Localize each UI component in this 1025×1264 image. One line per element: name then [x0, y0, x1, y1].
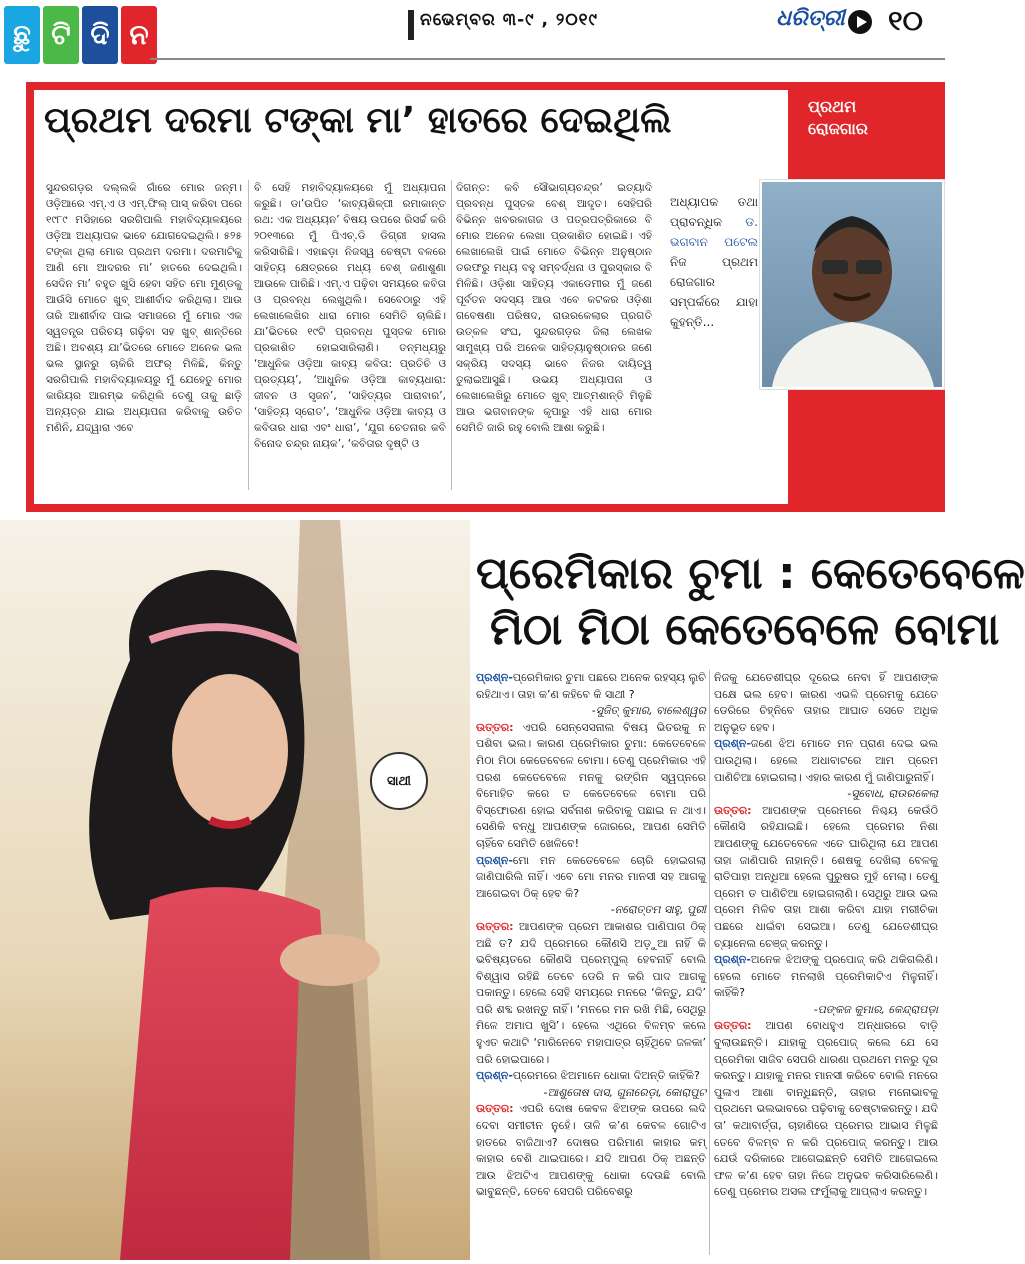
answer-text: ଏପରି ସେନ୍‌ସେସନାଲ ବିଷୟ ଭିତରକୁ ନ ପଶିବା ଭଲ। କାରଣ ପ୍ରେମିକାର ଚୁମା: କେତେବେଳେ ମିଠା ମିଠା କେତେବେଳେ ବୋମା। ତେଣୁ ପ୍ରେମିକାର ଏହି ପରଶ କେତେବେଳେ ମନକୁ ରଙ୍ଗିନ ସ୍ୱପ୍ନରେ ବିମୋହିତ କରେ ତ କେତେବେଳେ ବୋମା ପରି ବିସ୍ଫୋରଣ ହୋଇ ସର୍ବନାଶ କରିବାକୁ ପଛାଇ ନ ଥାଏ। ସେଣିକି ବନ୍ଧୁ ଆପଣଙ୍କ ଜୋରରେ, ଆପଣ ସେମିତି ଚାହିଁବେ ସେମିତି ଖେଳିବେ! [476, 720, 706, 850]
issue-date: ନଭେମ୍ବର ୩-୯ , ୨୦୧୯ [420, 10, 598, 30]
question [476, 853, 706, 903]
answer-label: ଉତ୍ତର: [476, 720, 514, 734]
logo-tile: ଟି [43, 6, 79, 64]
answer [714, 1018, 938, 1201]
story2-title-line1: ପ୍ରେମିକାର ଚୁମା : କେତେବେଳେ [476, 548, 1025, 599]
answer-label: ଉତ୍ତର: [476, 919, 514, 933]
kicker-line: ପ୍ରଥମ [808, 97, 857, 116]
masthead-rule [150, 58, 945, 60]
story1-column-2: ବି ସେହି ମହାବିଦ୍ୟାଳୟରେ ମୁଁ ଅଧ୍ୟାପନା କରୁଛି। ଡା’ଉପିତ ‘କାବ୍ୟଶିଳ୍ପୀ ରମାକାନ୍ତ ରଥ: ଏକ ଅଧ୍ୟୟନ’ ବିଷୟ ଉପରେ ରିସର୍ଚ୍ଚ କରି ୨୦୧୩ରେ ମୁଁ ପିଏଚ୍‌.ଡି ଡିଗ୍ରୀ ହାସଲ କରିସାରିଛି। ଏହାଛଡ଼ା ନିଜସ୍ୱ ଚେଷ୍ଟା ବଳରେ ସାହିତ୍ୟ କ୍ଷେତ୍ରରେ ମଧ୍ୟ ବେଶ୍ ଜଣାଶୁଣା ଆଉଳେ ପାରିଛି। ଏମ୍‌.ଏ ପଢ଼ିବା ସମୟରେ କବିତା ଓ ପ୍ରବନ୍ଧ ଲେଖୁଥିଲି। ସେବେଠାରୁ ଏହି ଲେଖାଲେଖିର ଧାରା ମୋର ସେମିତି ଚାଲିଛି। ଯା’ଭିତରେ ୧୯ଟି ପ୍ରବନ୍ଧ ପୁସ୍ତକ ମୋର ପ୍ରକାଶିତ ହୋଇସାରିଲାଣି। ତନ୍ମଧ୍ୟରୁ ‘ଆଧୁନିକ ଓଡ଼ିଆ କାବ୍ୟ କବିତା: ପ୍ରତିଚି ଓ ପ୍ରତ୍ୟୟ’, ‘ଆଧୁନିକ ଓଡ଼ିଆ କାବ୍ୟଧାରା: ଜୀବନ ଓ ସୃଜନ’, ‘ସାହିତ୍ୟର ପାରାବାର’, ‘ସାହିତ୍ୟ ସ୍ରୋତ’, ‘ଆଧୁନିକ ଓଡ଼ିଆ କାବ୍ୟ ଓ କବିତାର ଧାରା ଏବଂ ଧାରା’, ‘ଯୁଗ ଚେତନାର କବି ବିନୋଦ ଚନ୍ଦ୍ର ନାୟକ’, ‘କବିତାର ଦୃଷ୍ଟି ଓ [254, 182, 446, 450]
woman-photo [0, 520, 470, 1260]
date-marker [408, 10, 414, 40]
answer [714, 803, 938, 952]
story1-column-1: ସୁନ୍ଦରଗଡ଼ର ଦଲ୍ଲକି ଗାଁରେ ମୋର ଜନ୍ମ। ଓଡ଼ିଆରେ ଏମ୍‌.ଏ ଓ ଏମ୍‌.ଫିଲ୍ ପାସ୍ କରିବା ପରେ ୧୯୮୯ ମସିହାରେ ସରଗିପାଲି ମହାବିଦ୍ୟାଳୟରେ ଓଡ଼ିଆ ଅଧ୍ୟାପକ ଭାବେ ଯୋଗଦେଇଥିଲି। ୫୨୫ ଟଙ୍କା ଥିଲା ମୋର ପ୍ରଥମ ଦରମା। ଦରମାଟିକୁ ଆଣି ମୋ ଆଦରର ମା’ ହାତରେ ଦେଇଥିଲି। ସେଦିନ ମା’ ବହୁତ ଖୁସି ହେବା ସହିତ ମୋ ମୁଣ୍ଡକୁ ଆଉଁସି ମୋତେ ଖୁବ୍ ଆଶୀର୍ବାଦ କରିଥିଲା। ଆଉ ତାରି ଆଶୀର୍ବାଦ ପାଇ ସମାଜରେ ମୁଁ ମୋର ଏକ ସ୍ୱତନ୍ତ୍ର ପରିଚୟ ଗଢ଼ିବା ସହ ଖୁବ୍ ଶାନ୍ତିରେ ଅଛି। ଅବଶ୍ୟ ଯା’ଭିତରେ ମୋତେ ଅନେକ ଭଲ ଭଲ ସ୍ଥାନରୁ ଚାକିରି ଅଫର୍ ମିଳିଛି, କିନ୍ତୁ ସରଗିପାଲି ମହାବିଦ୍ୟାଳୟରୁ ମୁଁ ଯେହେତୁ ମୋର କାରିୟର ଆରମ୍ଭ କରିଥିଲି ତେଣୁ ତାକୁ ଛାଡ଼ି ଅନ୍ୟତ୍ର ଯାଇ ଅଧ୍ୟାପନା କରିବାକୁ ଉଚିତ ମଣିନି, ଯଦ୍ଦ୍ୱାରା ଏବେ [46, 182, 242, 434]
story1-column-3: ଦିଗନ୍ତ: କବି ସୌଭାଗ୍ୟଚନ୍ଦ୍ର’ ଇତ୍ୟାଦି ପ୍ରବନ୍ଧ ପୁସ୍ତକ ବେଶ୍ ଆଦୃତ। ସେହିପରି ବିଭିନ୍ନ ଖବରକାଗଜ ଓ ପତ୍ରପତ୍ରିକାରେ ବି ମୋର ଅନେକ ଲେଖା ପ୍ରକାଶିତ ହୋଇଛି। ଏହି ଲେଖାଲେଖି ପାଇଁ ମୋତେ ବିଭିନ୍ନ ଅନୁଷ୍ଠାନ ତରଫରୁ ମଧ୍ୟ ବହୁ ସମ୍ବର୍ଦ୍ଧନା ଓ ପୁରସ୍କାର ବି ମିଳିଛି। ଓଡ଼ିଶା ସାହିତ୍ୟ ଏକାଡେମୀର ମୁଁ ଜଣେ ପୂର୍ବତନ ସଦସ୍ୟ ଆଉ ଏବେ କଟକର ଓଡ଼ିଶା ଗବେଷଣା ପରିଷଦ, ରାଉରକେଲାର ପ୍ରଗତି ଉତ୍କଳ ସଂଘ, ସୁନ୍ଦରଗଡ଼ର ଜିଲା ଲେଖକ ସାମୁଖ୍ୟ ପରି ଅନେକ ସାହିତ୍ୟାନୁଷ୍ଠାନର ଜଣେ ସକ୍ରିୟ ସଦସ୍ୟ ଭାବେ ନିଜର ଦାୟିତ୍ୱ ତୁଲାଇଆସୁଛି। ଉଭୟ ଅଧ୍ୟାପନା ଓ ଲେଖାଲେଖିରୁ ମୋତେ ଖୁବ୍ ଆତ୍ମଶାନ୍ତି ମିଳୁଛି ଆଉ ଭଗବାନଙ୍କ କୃପାରୁ ଏହି ଧାରା ମୋର ସେମିତି ଜାରି ରହୁ ବୋଲି ଆଶା କରୁଛି। [456, 182, 652, 434]
question [476, 670, 706, 703]
story1-intro [670, 192, 758, 332]
answer-continued: ନିଜକୁ ଯେତେଶୀଘ୍ର ଦୂରେଇ ନେବା ହିଁ ଆପଣଙ୍କ ପକ୍ଷେ ଭଲ ହେବ। କାରଣ ଏଭଳି ପ୍ରେମକୁ ଯେତେ ଡେରିରେ ଚିହ୍ନିବେ ତାହାର ଆଘାତ ସେତେ ଅଧିକ ଅନୁଭୂତ ହେବ। [714, 671, 938, 734]
section-badge: ସାଥୀ [370, 752, 428, 810]
column-divider [248, 180, 249, 490]
story2-column-1 [476, 670, 706, 1201]
answer [476, 919, 706, 1068]
intro-text: ନିଜ ପ୍ରଥମ ରୋଜଗାର ସମ୍ପର୍କରେ ଯାହା କୁହନ୍ତି... [670, 255, 758, 329]
section-logo [4, 6, 157, 64]
question-credit: -ଆଶୁତୋଷ ଦାସ, ଗୁନାରେଡ଼ା, କୋରାପୁଟ [543, 1085, 706, 1099]
story1-title: ପ୍ରଥମ ଦରମା ଟଙ୍କା ମା’ ହାତରେ ଦେଇଥିଲି [44, 100, 672, 141]
author-name: ଡ. ଭଗବାନ ପଟେଲ [670, 215, 758, 249]
question-text: ପ୍ରେମିକାର ଚୁମା ପଛରେ ଅନେକ ରହସ୍ୟ ଲୁଚି ରହିଥାଏ। ତାହା କ’ଣ କହିବେ କି ସାଥୀ ? [476, 671, 706, 701]
logo-tile: ଦି [82, 6, 118, 64]
question [714, 952, 938, 1002]
question-text: ଅନେକ ଝିଅଙ୍କୁ ପ୍ରପୋଜ୍ କରି ଥକିଗଲିଣି। ହେଲେ ମୋତେ ମନଲାଖି ପ୍ରେମିକାଟିଏ ମିଳୁନାହିଁ। କାହିଁକି? [714, 953, 938, 1000]
intro-text: ଅଧ୍ୟାପକ ତଥା ପ୍ରାବନ୍ଧିକ [670, 195, 758, 229]
column-divider [451, 180, 452, 490]
question-text: ଜଣେ ଝିଅ ମୋତେ ମନ ପ୍ରାଣ ଦେଇ ଭଲ ପାଉଥିଲା। ହେଲେ ଅଧାବାଟରେ ଆମ ପ୍ରେମ ପାଣିଚିଆ ହୋଇଗଲା। ଏହାର କାରଣ ମୁଁ ଜାଣିପାରୁନାହିଁ। [714, 737, 938, 784]
story2-title-line2: ମିଠା ମିଠା କେତେବେଳେ ବୋମା [490, 604, 1000, 655]
portrait-photo-icon [762, 182, 942, 387]
answer-label: ଉତ୍ତର: [714, 803, 752, 817]
question [476, 1068, 706, 1085]
answer-label: ଉତ୍ତର: [476, 1102, 514, 1116]
portrait-photo [760, 180, 944, 389]
answer-text: ଆପଣ ବୋଧହୁଏ ଅନ୍ଧାରରେ ବାଡ଼ି ବୁଲାଉଛନ୍ତି। ଯାହାକୁ ପ୍ରପୋଜ୍ କଲେ ଯେ ସେ ପ୍ରେମିକା ସାଜିବ ସେପରି ଧାରଣା ପ୍ରଥମେ ମନରୁ ଦୂର କରନ୍ତୁ। ଯାହାକୁ ମନର ମାନସୀ କରିବେ ବୋଲି ମନରେ ପୁଳାଏ ଆଶା ବାନ୍ଧିଛନ୍ତି, ତାହାର ମନୋଭାବକୁ ପ୍ରଥମେ ଭଲଭାବରେ ପଢ଼ିବାକୁ ଚେଷ୍ଟାକରନ୍ତୁ। ଯଦି ତା’ କଥାବାର୍ତ୍ତା, ଚାହାଣିରେ ପ୍ରେମର ଆଭାସ ମିଳୁଛି ତେବେ ବିଳମ୍ବ ନ କରି ପ୍ରପୋଜ୍ କରନ୍ତୁ। ଆଉ ଯେଉଁ ଦରିକାରେ ଆଗେଇଛନ୍ତି ସେମିତି ଆଗେଇଲେ ଫଳ କ’ଣ ହେବ ତାହା ନିଜେ ଅନୁଭବ କରିସାରିଲେଣି। ତେଣୁ ପ୍ରେମର ଅସଲ ଫର୍ମୁଲାକୁ ଆପ୍ଲାଏ କରନ୍ତୁ। [714, 1019, 939, 1199]
question-credit: -ନରୋତ୍ତମ ସାହୁ, ପୁରୀ [610, 903, 706, 917]
question-label: ପ୍ରଶ୍ନ- [476, 853, 513, 867]
answer-text: ଏପରି ଦୋଷ କେବଳ ଝିଅଙ୍କ ଉପରେ ଲଦି ଦେବା ସମୀଚୀନ ନୁହେଁ। ତାଳି କ’ଣ କେବଳ ଗୋଟିଏ ହାତରେ ବାଜିଥାଏ? ଦୋଷର ପରିମାଣ କାହାର କମ୍ କାହାର ବେଶି ଥାଇପାରେ। ଯଦି ଆପଣ ଠିକ୍ ଅଛନ୍ତି ଆଉ ଝିଅଟିଏ ଆପଣଙ୍କୁ ଧୋକା ଦେଉଛି ବୋଲି ଭାବୁଛନ୍ତି, ତେବେ ସେପରି ପରିବେଶରୁ [476, 1102, 706, 1199]
question [714, 736, 938, 786]
story2-column-2 [714, 670, 938, 1201]
answer-text: ଆପଣଙ୍କ ପ୍ରେମ ଆକାଶର ପାଣିପାଗ ଠିକ୍ ଅଛି ତ? ଯଦି ପ୍ରେମରେ କୌଣସି ଅଡ଼ୁଆ ନାହିଁ କି ଭବିଷ୍ୟତରେ କୌଣସି ପ୍ରେମ୍ପୁଲ୍ ହେବନାହିଁ ବୋଲି ବିଶ୍ୱାସ ରହିଛି ତେବେ ଡେରି ନ କରି ପାଦ ଆଗକୁ ପକାନ୍ତୁ। ହେଲେ ସେହି ସମୟରେ ମନରେ ‘କିନ୍ତୁ, ଯଦି’ ପରି ଶବ୍ଦ ରଖନ୍ତୁ ନାହିଁ। ‘ମନରେ ମନ ରଖି ମିଛି, ସେଥିରୁ ମିଳେ ଅମାପ ଖୁସି’। ହେଲେ ଏଥିରେ ବିଳମ୍ବ କଲେ ହୁଏତ କଥାଟି ‘ମାରିନେବେ ମହାପାତ୍ର ଚାହିଁଥିବେ ଜଳକା’ ପରି ହୋଇପାରେ। [476, 919, 706, 1066]
question-credit: -ସୁବୋଧ, ରାଉରକେଲା [847, 787, 938, 801]
answer [476, 1101, 706, 1201]
newspaper-brand: ଧରିତ୍ରୀ [776, 6, 845, 31]
answer-text: ଆପଣଙ୍କ ପ୍ରେମରେ ନିଶ୍ଚୟ କେଉଁଠି କୌଣସି ରହିଯାଇଛି। ହେଲେ ପ୍ରେମର ନିଶା ଆପଣଙ୍କୁ ଯେତେବେଳେ ଏତେ ଘାରିଥିଲା ଯେ ଆପଣ ତାହା ଜାଣିପାରି ନାହାନ୍ତି। ଶେଷକୁ ଦେଖିଲା ବେଳକୁ ରାତିପାହା ଅନ୍ଧିଆ ହେଲେ ପୁରୁଷର ମୁହଁ ମେଲା। ତେଣୁ ପ୍ରେମ ତ ପାଣିଚିଆ ହୋଇଗଲାଣି। ସେଥିରୁ ଆଉ ଭଲ ପ୍ରେମ ମିଳିବ ତାହା ଆଶା କରିବା ଯାହା ମରୀଚିକା ପଛରେ ଧାଇଁବା ସେଇଆ। ତେଣୁ ଯେତେଶୀଘ୍ର ଚ୍ୟାନେଲ ଚେଞ୍ଜ୍ କରନ୍ତୁ। [714, 803, 939, 950]
woman-photo-icon [0, 520, 470, 1260]
column-divider [709, 670, 710, 1255]
question-label: ପ୍ରଶ୍ନ- [476, 671, 513, 684]
question-label: ପ୍ରଶ୍ନ- [714, 953, 751, 967]
question-text: ପ୍ରେମରେ ଝିଅମାନେ ଧୋକା ଦିଅନ୍ତି କାହିଁକି? [512, 1069, 700, 1083]
question-label: ପ୍ରଶ୍ନ- [476, 1069, 513, 1083]
page-number: ୧୦ [888, 4, 923, 37]
answer [476, 720, 706, 853]
question-label: ପ୍ରଶ୍ନ- [714, 737, 751, 751]
logo-tile: ନ [121, 6, 157, 64]
play-icon [848, 10, 872, 34]
question-text: ମୋ ମନ କେତେବେଳେ ଚୋରି ହୋଇଗଲା ଜାଣିପାରିଲି ନାହିଁ। ଏବେ ମୋ ମନର ମାନସୀ ସହ ଆଗକୁ ଆଗେଇବା ଠିକ୍ ହେବ କି? [476, 853, 706, 900]
kicker-line: ରୋଜଗାର [808, 119, 868, 138]
logo-tile: ଛୁ [4, 6, 40, 64]
question-credit: -ପଙ୍କଜ କୁମାର, କେନ୍ଦ୍ରାପଡ଼ା [813, 1002, 938, 1016]
answer-label: ଉତ୍ତର: [714, 1019, 752, 1033]
question-credit: -ସୁଜିତ୍ କୁମାର, ବାଲେଶ୍ୱର [591, 704, 706, 718]
story1-kicker [808, 96, 868, 140]
